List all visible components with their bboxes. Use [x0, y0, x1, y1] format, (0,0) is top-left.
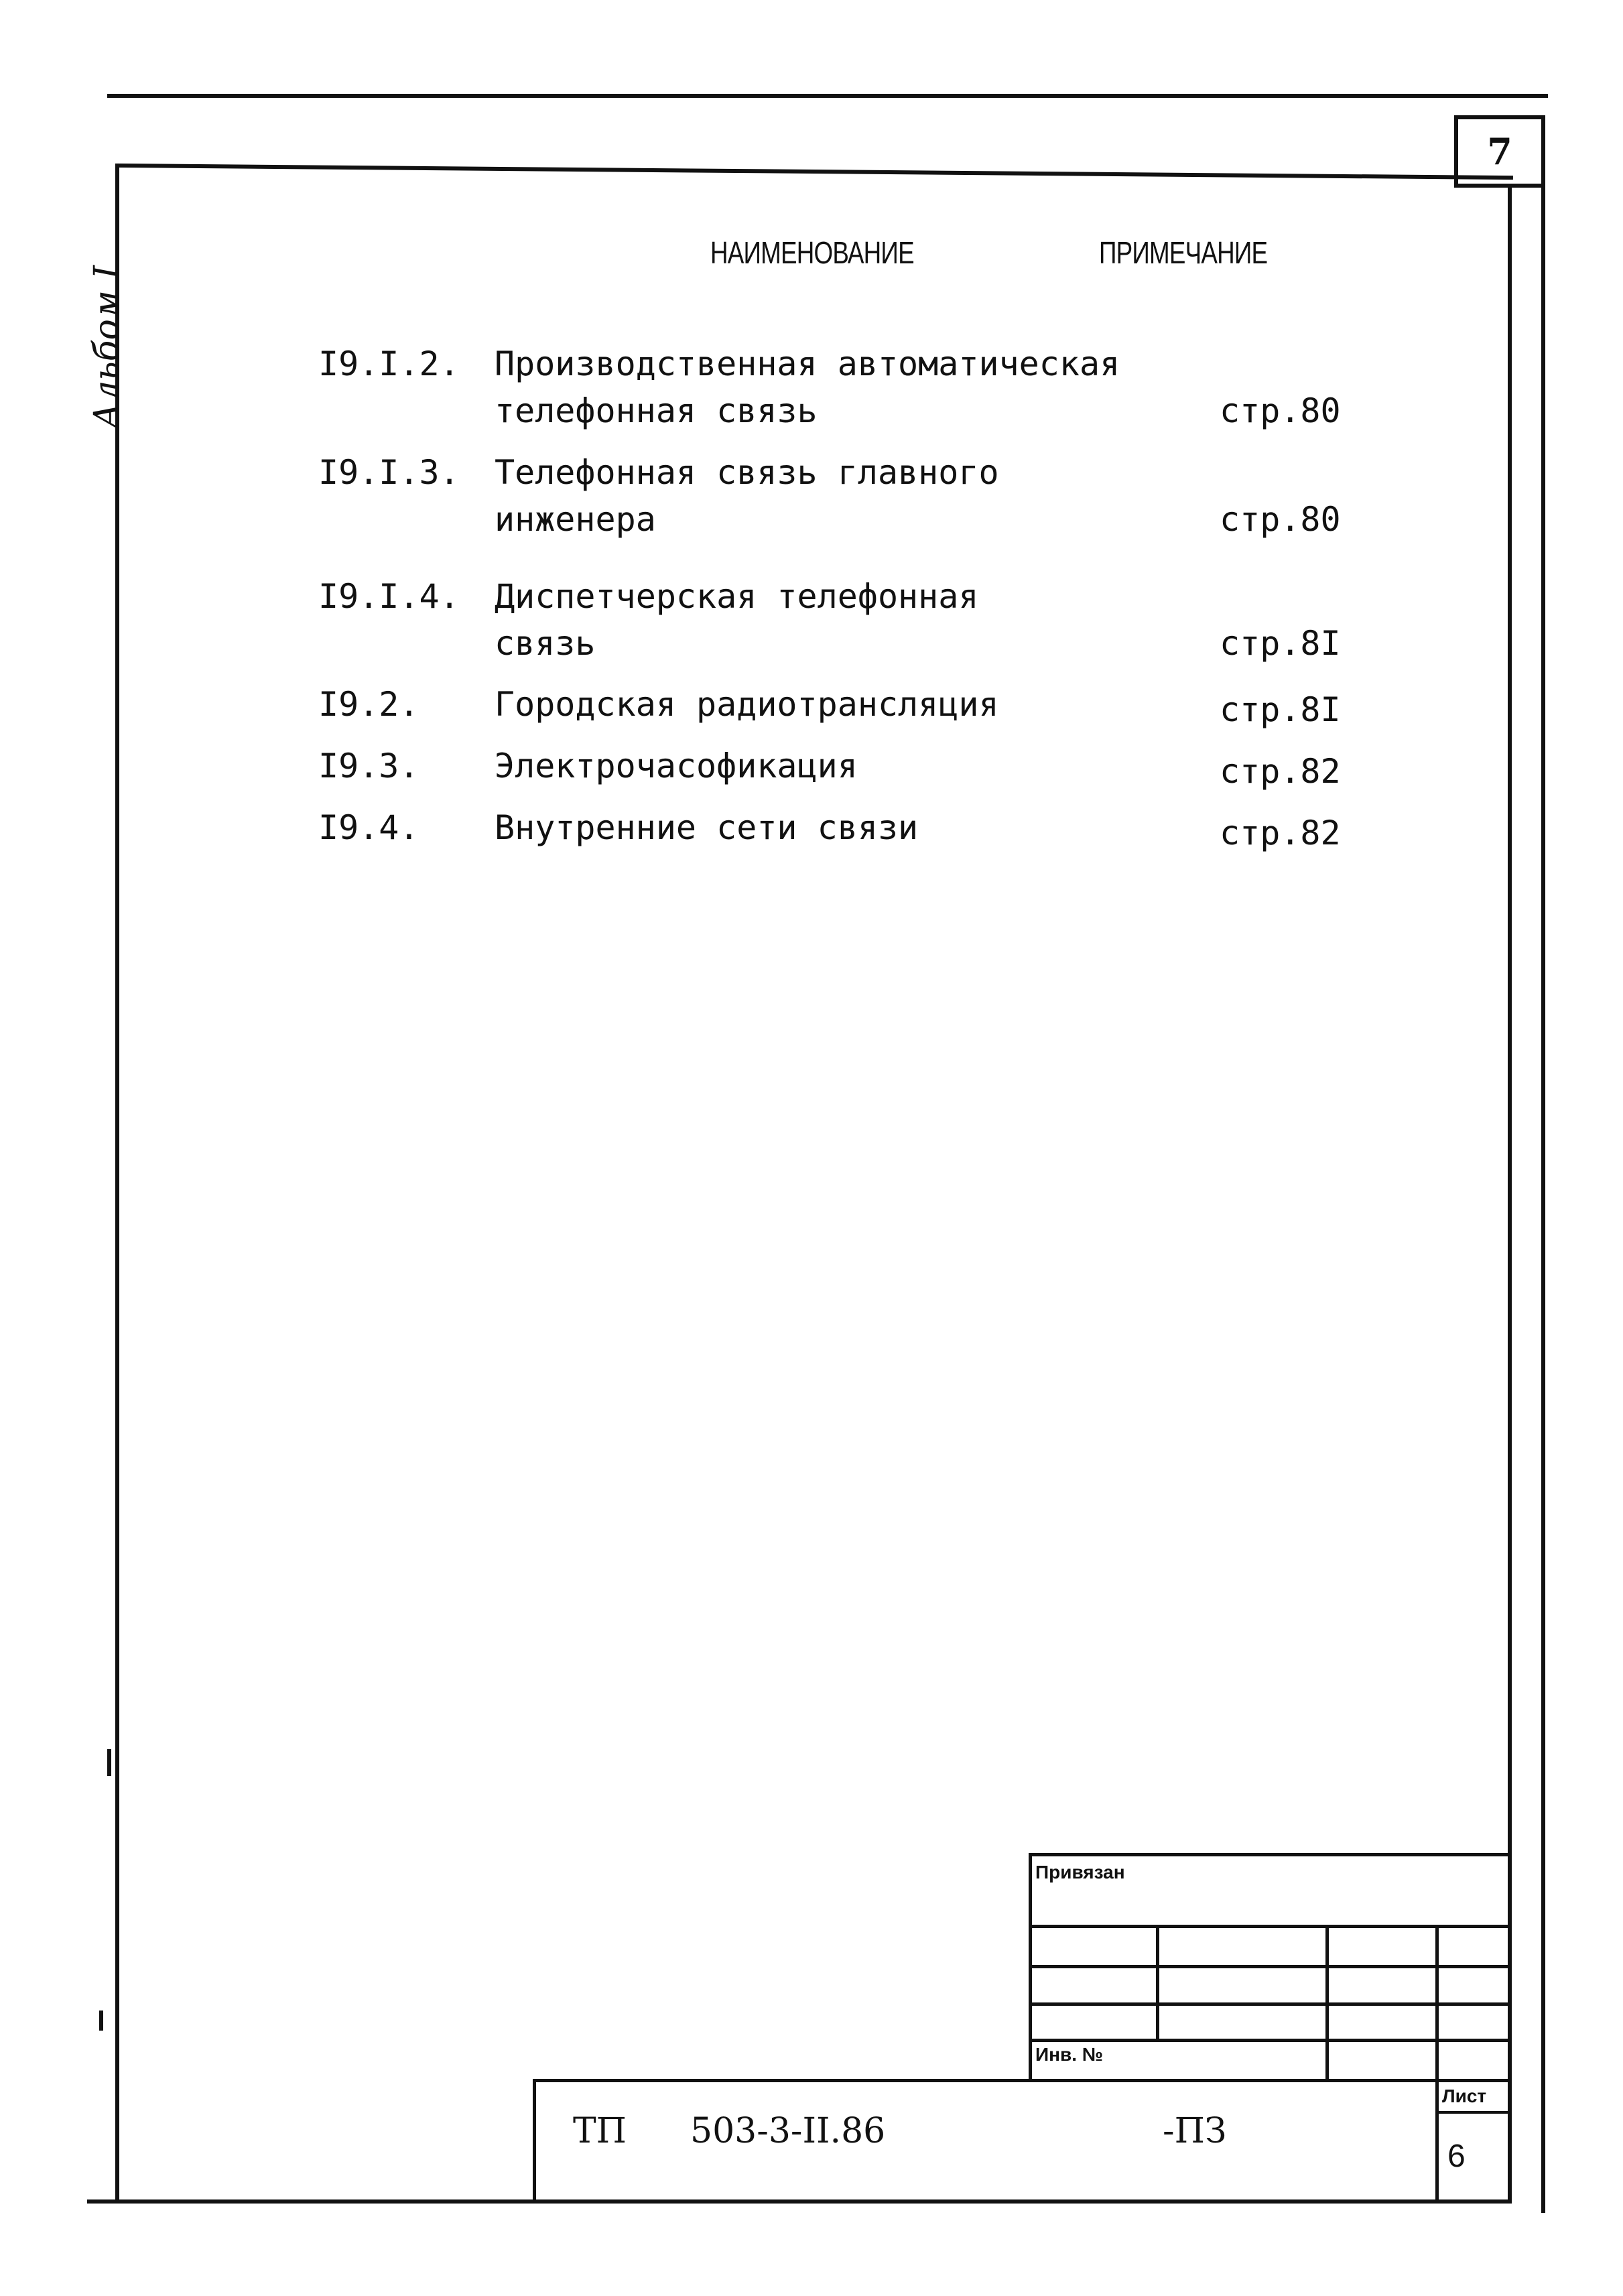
- frame-right-inner: [1508, 188, 1512, 2204]
- toc-page: стр.8I: [1220, 624, 1341, 663]
- toc-number: I9.3.: [318, 747, 419, 785]
- toc-title-line: Диспетчерская телефонная: [495, 577, 979, 616]
- toc-number: I9.I.4.: [318, 577, 460, 616]
- toc-number: I9.2.: [318, 685, 419, 724]
- toc-page: стр.82: [1220, 814, 1341, 852]
- margin-tick-1: [107, 1749, 111, 1776]
- toc-title-line: инженера: [495, 500, 656, 539]
- title-row-top: [533, 2079, 1511, 2082]
- stamp-row-2: [1029, 1965, 1511, 1968]
- toc-title-line: Городская радиотрансляция: [495, 685, 999, 724]
- doc-code-prefix: ТП: [573, 2111, 627, 2151]
- toc-entry-2: [0, 449, 1474, 550]
- toc-title-line: телефонная связь: [495, 391, 818, 430]
- toc-entry-4: [0, 681, 1474, 735]
- stamp-row-1: [1029, 1925, 1511, 1928]
- toc-entry-1: [0, 340, 1474, 441]
- margin-tick-2: [99, 2011, 103, 2031]
- sheet-corner-number: 7: [1454, 115, 1541, 188]
- stamp-col-3: [1435, 1925, 1439, 2199]
- toc-page: стр.8I: [1220, 690, 1341, 729]
- header-note: ПРИМЕЧАНИЕ: [1099, 235, 1268, 270]
- toc-title-line: Телефонная связь главного: [495, 453, 999, 492]
- toc-page: стр.82: [1220, 752, 1341, 791]
- toc-page: стр.80: [1220, 391, 1341, 430]
- toc-entry-6: [0, 804, 1474, 858]
- toc-title-line: Производственная автоматическая: [495, 344, 1120, 383]
- toc-number: I9.I.2.: [318, 344, 460, 383]
- doc-code-number: 503-3-II.86: [690, 2111, 886, 2151]
- sheet-label-divider: [1435, 2111, 1510, 2114]
- toc-entry-3: [0, 573, 1474, 674]
- doc-code-suffix: -ПЗ: [1163, 2111, 1227, 2151]
- toc-number: I9.I.3.: [318, 453, 460, 492]
- frame-right-outer: [1541, 115, 1545, 2213]
- stamp-linked-label: Привязан: [1035, 1862, 1125, 1883]
- toc-page: стр.80: [1220, 500, 1341, 539]
- header-name: НАИМЕНОВАНИЕ: [710, 235, 914, 270]
- stamp-row-4: [1029, 2039, 1511, 2042]
- album-label: Альбом I: [87, 265, 127, 429]
- frame-top-outer: [107, 94, 1548, 98]
- toc-title-line: Электрочасофикация: [495, 747, 858, 785]
- toc-entry-5: [0, 743, 1474, 796]
- stamp-sheet-label: Лист: [1442, 2086, 1487, 2106]
- stamp-sheet-number: 6: [1447, 2139, 1466, 2174]
- toc-title-line: Внутренние сети связи: [495, 808, 919, 847]
- stamp-top: [1029, 1853, 1511, 1856]
- stamp-row-3: [1029, 2002, 1511, 2006]
- toc-number: I9.4.: [318, 808, 419, 847]
- frame-top-inner: [119, 164, 1513, 180]
- stamp-col-1: [1156, 1925, 1159, 2040]
- stamp-col-2: [1325, 1925, 1329, 2081]
- frame-bottom: [87, 2199, 1508, 2204]
- toc-title-line: связь: [495, 624, 596, 663]
- stamp-inv-label: Инв. №: [1035, 2044, 1104, 2065]
- title-row-left: [533, 2079, 536, 2203]
